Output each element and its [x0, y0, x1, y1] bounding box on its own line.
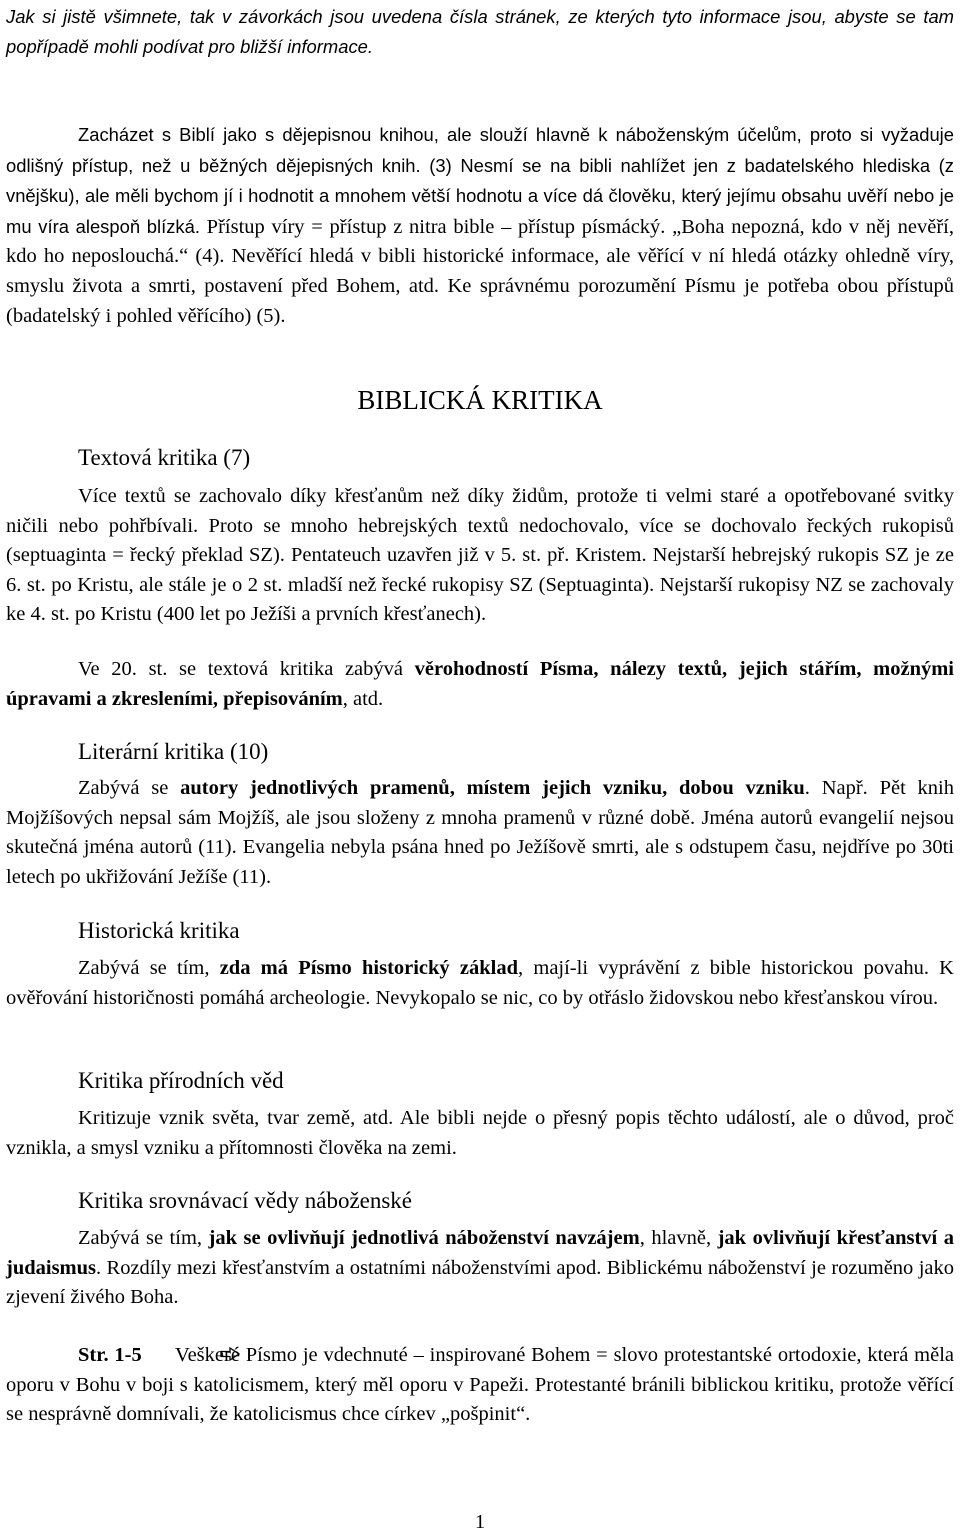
textova-p2-text: Ve 20. st. se textová kritika zabývá [78, 658, 415, 680]
intro-italic-paragraph: Jak si jistě všimnete, tak v závorkách jsou uvedena čísla stránek, ze kterých tyto informace jsou, abyste se tam popřípadě mohli podívat pro bližší informace. [6, 6, 954, 57]
bible-approach-part1: Zacházet s Biblí jako s dějepisnou knihou, ale slouží hlavně k náboženským účelům, proto si vyžaduje odlišný přístup, než u běžných dějepisných knih. (3) Nesmí se na bibli nahlížet jen z badatelského hlediska (z vnějšku), ale měli bychom jí i hodnotit a mnohem větší hodnotu a více dá člověku, který jejímu obsahu uvěří nebo je mu víra alespoň blízká. [6, 124, 954, 237]
main-title: BIBLICKÁ KRITIKA [357, 385, 603, 415]
hollow-right-arrow-icon [148, 1341, 170, 1371]
section-heading-prirodnich-ved: Kritika přírodních věd [78, 1068, 284, 1093]
srovnavaci-bold-1: jak se ovlivňují jednotlivá náboženství navzájem [208, 1227, 640, 1249]
srovnavaci-text-b: , hlavně, [639, 1227, 718, 1249]
section-heading-srovnavaci: Kritika srovnávací vědy náboženské [78, 1188, 413, 1213]
textova-paragraph-1: Více textů se zachovalo díky křesťanům než díky židům, protože ti velmi staré a opotřebované svitky ničili nebo pohřbívali. Proto se mnoho hebrejských textů nedochovalo, více se dochovalo řeckých rukopisů (septuaginta = řecký překlad SZ). Pentateuch uzavřen již v 5. st. př. Kristem. Nejstarší hebrejský rukopis SZ je ze 6. st. po Kristu, ale stále je o 2 st. mladší než řecké rukopisy SZ (Septuaginta). Nejstarší rukopisy NZ se zachovaly ke 4. st. po Kristu (400 let po Ježíši a prvních křesťanech). [6, 485, 954, 626]
srovnavaci-paragraph [6, 1224, 954, 1313]
section-heading-historicka: Historická kritika [78, 918, 240, 943]
srovnavaci-text-a: Zabývá se tím, [78, 1227, 209, 1249]
section-heading-textova: Textová kritika (7) [78, 445, 251, 470]
section-heading-literarni: Literární kritika (10) [78, 739, 269, 764]
historicka-text-a: Zabývá se tím, [78, 957, 220, 979]
historicka-bold: zda má Písmo historický základ [219, 957, 519, 979]
literarni-text-c: . Např. Pět knih Mojžíšových nepsal sám Mojžíš, ale jsou složeny z mnoha pramenů v různé době. Jména autorů evangelií nejsou skutečná jména autorů (11). Evangelia nebyla psána hned po Ježíšově smrti, ale s odstupem času, nejdříve po 30ti letech po ukřižování Ježíše (11). [6, 777, 955, 888]
textova-p2-end: , atd. [342, 687, 384, 710]
page-number: 1 [474, 1511, 486, 1533]
str-note-label: Str. 1-5 [78, 1344, 142, 1366]
srovnavaci-text-c: . Rozdíly mezi křesťanstvím a ostatními náboženstvími apod. Biblickému náboženství je rozuměno jako zjevení živého Boha. [6, 1256, 954, 1309]
textova-paragraph-2 [6, 655, 954, 714]
textova-p2-bold: věrohodností Písma, nálezy textů, jejich stářím, možnými úpravami a zkresleními, přepisováním [6, 658, 954, 710]
literarni-bold: autory jednotlivých pramenů, místem jejich vzniku, dobou vzniku [180, 777, 805, 799]
srovnavaci-bold-2: jak ovlivňují křesťanství a judaismus [6, 1227, 954, 1279]
historicka-text-c: , mají-li vyprávění z bible historickou povahu. K ověřování historičnosti pomáhá archeologie. Nevykopalo se nic, co by otřáslo židovskou nebo křesťanskou vírou. [6, 957, 954, 1009]
bible-approach-paragraph [6, 120, 954, 331]
prirodnich-ved-paragraph: Kritizuje vznik světa, tvar země, atd. Ale bibli nejde o přesný popis těchto událostí, ale o důvod, proč vznikla, a smysl vzniku a přítomnosti člověka na zemi. [6, 1107, 954, 1159]
str-note-text: Veškeré Písmo je vdechnuté – inspirované Bohem = slovo protestantské ortodoxie, která měla oporu v Bohu v boji s katolicismem, který měl oporu v Papeži. Protestanté bránili biblickou kritiku, protože věřící se nesprávně domnívali, že katolicismus chce církev „pošpinit“. [6, 1344, 954, 1426]
literarni-text-a: Zabývá se [78, 777, 181, 799]
literarni-paragraph [6, 774, 954, 892]
str-note-paragraph [6, 1341, 954, 1430]
historicka-paragraph [6, 954, 954, 1013]
bible-approach-part2: Přístup víry = přístup z nitra bible – přístup písmácký. „Boha nepozná, kdo v něj nevěří, kdo ho neposlouchá.“ (4). Nevěřící hledá v bibli historické informace, ale věřící v ní hledá otázky ohledně víry, smyslu života a smrti, postavení před Bohem, atd. Ke správnému porozumění Písmu je potřeba obou přístupů (badatelský i pohled věřícího) (5). [6, 215, 954, 327]
